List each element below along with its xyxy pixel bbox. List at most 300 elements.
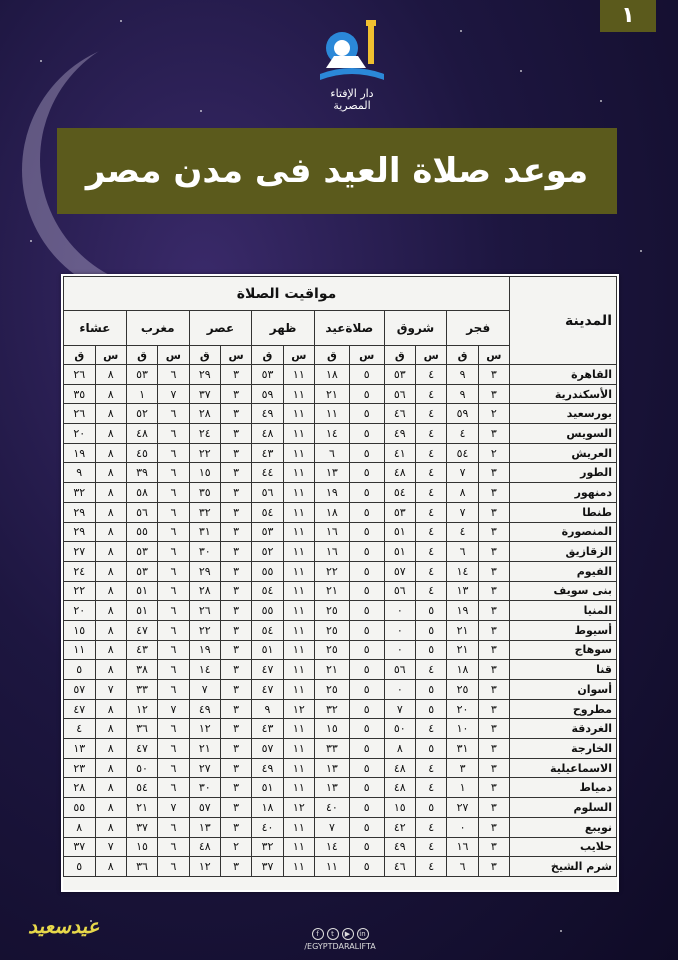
city-name: القاهرة bbox=[510, 365, 617, 385]
time-cell: ٦ bbox=[158, 404, 189, 424]
time-cell: ٥ bbox=[349, 463, 384, 483]
time-cell: ٥٦ bbox=[384, 384, 415, 404]
time-cell: ٥ bbox=[415, 699, 446, 719]
time-cell: ١١ bbox=[315, 404, 350, 424]
time-cell: ٣ bbox=[478, 798, 509, 818]
page-title: موعد صلاة العيد فى مدن مصر bbox=[57, 128, 617, 214]
time-cell: ٧ bbox=[189, 680, 220, 700]
time-cell: ١٤ bbox=[315, 424, 350, 444]
time-cell: ٧ bbox=[447, 502, 478, 522]
time-cell: ١٥ bbox=[384, 798, 415, 818]
time-cell: ١٣ bbox=[315, 463, 350, 483]
time-cell: ٣٥ bbox=[189, 483, 220, 503]
time-cell: ٠ bbox=[384, 620, 415, 640]
city-name: دمنهور bbox=[510, 483, 617, 503]
time-cell: ١١ bbox=[283, 719, 314, 739]
time-cell: ٤ bbox=[415, 384, 446, 404]
time-cell: ٥٤ bbox=[252, 581, 283, 601]
time-cell: ٥٥ bbox=[126, 522, 157, 542]
time-cell: ٥١ bbox=[126, 581, 157, 601]
unit-header: س bbox=[283, 346, 314, 365]
time-cell: ٧ bbox=[384, 699, 415, 719]
time-cell: ٥٠ bbox=[384, 719, 415, 739]
time-cell: ٤٩ bbox=[384, 424, 415, 444]
time-cell: ٣ bbox=[478, 758, 509, 778]
city-name: الخارجة bbox=[510, 739, 617, 759]
time-cell: ٤٧ bbox=[252, 660, 283, 680]
time-cell: ٥٤ bbox=[252, 502, 283, 522]
time-cell: ١١ bbox=[283, 640, 314, 660]
time-cell: ٤٧ bbox=[126, 620, 157, 640]
time-cell: ٧ bbox=[315, 817, 350, 837]
table-row bbox=[64, 365, 617, 385]
time-cell: ٧ bbox=[158, 798, 189, 818]
table-row bbox=[64, 424, 617, 444]
time-cell: ٩ bbox=[447, 384, 478, 404]
time-cell: ٣ bbox=[220, 660, 251, 680]
city-name: الفيوم bbox=[510, 561, 617, 581]
city-name: بورسعيد bbox=[510, 404, 617, 424]
column-header: عشاء bbox=[64, 311, 127, 346]
table-row bbox=[64, 384, 617, 404]
time-cell: ٤٢ bbox=[384, 817, 415, 837]
time-cell: ٢٢ bbox=[315, 561, 350, 581]
time-cell: ١٦ bbox=[315, 522, 350, 542]
time-cell: ٤ bbox=[447, 522, 478, 542]
time-cell: ٣٧ bbox=[64, 837, 96, 857]
time-cell: ٥٢ bbox=[252, 542, 283, 562]
time-cell: ٣ bbox=[478, 837, 509, 857]
time-cell: ٢٤ bbox=[64, 561, 96, 581]
time-cell: ٢٩ bbox=[189, 365, 220, 385]
time-cell: ١١ bbox=[283, 463, 314, 483]
time-cell: ٣ bbox=[220, 502, 251, 522]
time-cell: ٣ bbox=[478, 699, 509, 719]
time-cell: ٢٦ bbox=[64, 365, 96, 385]
time-cell: ٣٢ bbox=[64, 483, 96, 503]
time-cell: ١٢ bbox=[189, 857, 220, 877]
time-cell: ٤٧ bbox=[252, 680, 283, 700]
time-cell: ٤ bbox=[415, 581, 446, 601]
time-cell: ٤٨ bbox=[252, 424, 283, 444]
table-row bbox=[64, 640, 617, 660]
time-cell: ٢٠ bbox=[447, 699, 478, 719]
linkedin-icon[interactable]: in bbox=[357, 928, 369, 940]
time-cell: ٧ bbox=[447, 463, 478, 483]
time-cell: ١١ bbox=[64, 640, 96, 660]
youtube-icon[interactable]: ▶ bbox=[342, 928, 354, 940]
time-cell: ٦ bbox=[158, 857, 189, 877]
city-name: الاسماعيلية bbox=[510, 758, 617, 778]
time-cell: ١١ bbox=[283, 483, 314, 503]
time-cell: ٨ bbox=[95, 699, 126, 719]
time-cell: ٥٥ bbox=[252, 601, 283, 621]
table-row bbox=[64, 857, 617, 877]
unit-header: س bbox=[220, 346, 251, 365]
time-cell: ٤٨ bbox=[384, 778, 415, 798]
time-cell: ١١ bbox=[283, 680, 314, 700]
table-row bbox=[64, 443, 617, 463]
time-cell: ٥ bbox=[349, 384, 384, 404]
time-cell: ٢٢ bbox=[189, 620, 220, 640]
time-cell: ٤١ bbox=[384, 443, 415, 463]
time-cell: ٤ bbox=[415, 404, 446, 424]
time-cell: ٢٢ bbox=[64, 581, 96, 601]
time-cell: ٣ bbox=[220, 601, 251, 621]
time-cell: ٣ bbox=[220, 739, 251, 759]
time-cell: ١٣ bbox=[189, 817, 220, 837]
unit-header: ق bbox=[126, 346, 157, 365]
city-name: أسيوط bbox=[510, 620, 617, 640]
time-cell: ٨ bbox=[95, 443, 126, 463]
time-cell: ٣ bbox=[220, 581, 251, 601]
time-cell: ٤٤ bbox=[252, 463, 283, 483]
time-cell: ٥٣ bbox=[384, 502, 415, 522]
time-cell: ٣٥ bbox=[64, 384, 96, 404]
city-name: طنطا bbox=[510, 502, 617, 522]
city-name: حلايب bbox=[510, 837, 617, 857]
time-cell: ٥٩ bbox=[252, 384, 283, 404]
table-row bbox=[64, 542, 617, 562]
time-cell: ٦ bbox=[447, 542, 478, 562]
time-cell: ٨ bbox=[95, 581, 126, 601]
time-cell: ٥٧ bbox=[64, 680, 96, 700]
time-cell: ٥١ bbox=[252, 640, 283, 660]
time-cell: ٤ bbox=[415, 365, 446, 385]
time-cell: ١١ bbox=[283, 758, 314, 778]
time-cell: ٢٥ bbox=[315, 620, 350, 640]
time-cell: ٥ bbox=[349, 365, 384, 385]
table-row bbox=[64, 837, 617, 857]
time-cell: ٥ bbox=[349, 542, 384, 562]
time-cell: ١٢ bbox=[189, 719, 220, 739]
time-cell: ٦ bbox=[158, 502, 189, 522]
time-cell: ١٥ bbox=[189, 463, 220, 483]
time-cell: ٥ bbox=[349, 680, 384, 700]
time-cell: ٤ bbox=[415, 443, 446, 463]
time-cell: ٥ bbox=[415, 739, 446, 759]
table-row bbox=[64, 620, 617, 640]
table-row bbox=[64, 483, 617, 503]
time-cell: ٣٠ bbox=[189, 778, 220, 798]
time-cell: ٢ bbox=[478, 404, 509, 424]
time-cell: ٤ bbox=[415, 424, 446, 444]
time-cell: ٥ bbox=[349, 404, 384, 424]
time-cell: ٣٦ bbox=[126, 719, 157, 739]
table-row bbox=[64, 739, 617, 759]
time-cell: ٦ bbox=[158, 601, 189, 621]
time-cell: ٨ bbox=[95, 601, 126, 621]
time-cell: ٥ bbox=[349, 739, 384, 759]
time-cell: ١٤ bbox=[447, 561, 478, 581]
time-cell: ٣ bbox=[220, 443, 251, 463]
time-cell: ٨ bbox=[95, 483, 126, 503]
time-cell: ٢٣ bbox=[64, 758, 96, 778]
time-cell: ٥٣ bbox=[126, 365, 157, 385]
time-cell: ٤٥ bbox=[126, 443, 157, 463]
time-cell: ٤٠ bbox=[252, 817, 283, 837]
time-cell: ٣ bbox=[220, 522, 251, 542]
time-cell: ٥٠ bbox=[126, 758, 157, 778]
time-cell: ٨ bbox=[95, 758, 126, 778]
time-cell: ٨ bbox=[95, 620, 126, 640]
time-cell: ٥ bbox=[349, 424, 384, 444]
time-cell: ٦ bbox=[158, 522, 189, 542]
time-cell: ١ bbox=[447, 778, 478, 798]
time-cell: ٢٥ bbox=[447, 680, 478, 700]
time-cell: ٣٢ bbox=[189, 502, 220, 522]
time-cell: ٥٩ bbox=[447, 404, 478, 424]
time-cell: ٥٤ bbox=[252, 620, 283, 640]
time-cell: ٤ bbox=[415, 778, 446, 798]
city-name: السويس bbox=[510, 424, 617, 444]
time-cell: ٧ bbox=[158, 384, 189, 404]
time-cell: ٣ bbox=[478, 365, 509, 385]
time-cell: ٤٩ bbox=[252, 758, 283, 778]
unit-header: ق bbox=[252, 346, 283, 365]
time-cell: ٨ bbox=[384, 739, 415, 759]
time-cell: ٨ bbox=[95, 857, 126, 877]
time-cell: ٥٥ bbox=[252, 561, 283, 581]
social-handle: /EGYPTDARALIFTA bbox=[304, 942, 376, 951]
time-cell: ٥ bbox=[415, 601, 446, 621]
city-name: الغردقة bbox=[510, 719, 617, 739]
time-cell: ٣٩ bbox=[126, 463, 157, 483]
time-cell: ١٤ bbox=[189, 660, 220, 680]
time-cell: ٥ bbox=[349, 660, 384, 680]
time-cell: ٢١ bbox=[315, 660, 350, 680]
time-cell: ٢١ bbox=[315, 581, 350, 601]
city-name: مطروح bbox=[510, 699, 617, 719]
time-cell: ٤٨ bbox=[126, 424, 157, 444]
time-cell: ١٥ bbox=[64, 620, 96, 640]
time-cell: ٥٧ bbox=[252, 739, 283, 759]
unit-header: س bbox=[478, 346, 509, 365]
time-cell: ١١ bbox=[283, 601, 314, 621]
time-cell: ٥ bbox=[64, 857, 96, 877]
time-cell: ٥٦ bbox=[126, 502, 157, 522]
time-cell: ٥١ bbox=[384, 522, 415, 542]
time-cell: ٣ bbox=[220, 699, 251, 719]
time-cell: ٤٨ bbox=[384, 463, 415, 483]
time-cell: ٣ bbox=[220, 365, 251, 385]
time-cell: ٩ bbox=[64, 463, 96, 483]
time-cell: ٥٦ bbox=[252, 483, 283, 503]
time-cell: ٣٦ bbox=[126, 857, 157, 877]
time-cell: ٥٤ bbox=[447, 443, 478, 463]
time-cell: ٤ bbox=[447, 424, 478, 444]
time-cell: ٣٠ bbox=[189, 542, 220, 562]
time-cell: ٢ bbox=[220, 837, 251, 857]
city-name: المنيا bbox=[510, 601, 617, 621]
social-links bbox=[300, 928, 380, 951]
time-cell: ٦ bbox=[447, 857, 478, 877]
time-cell: ٦ bbox=[315, 443, 350, 463]
time-cell: ٥٨ bbox=[126, 483, 157, 503]
time-cell: ٣ bbox=[478, 384, 509, 404]
time-cell: ٤ bbox=[415, 561, 446, 581]
time-cell: ٢٥ bbox=[315, 601, 350, 621]
time-cell: ٦ bbox=[158, 758, 189, 778]
table-row bbox=[64, 778, 617, 798]
time-cell: ٢١ bbox=[189, 739, 220, 759]
time-cell: ١١ bbox=[283, 542, 314, 562]
time-cell: ٣ bbox=[220, 640, 251, 660]
time-cell: ٨ bbox=[95, 640, 126, 660]
city-name: أسوان bbox=[510, 680, 617, 700]
time-cell: ٨ bbox=[95, 404, 126, 424]
time-cell: ٤٧ bbox=[126, 739, 157, 759]
time-cell: ٢٥ bbox=[315, 680, 350, 700]
time-cell: ٣ bbox=[220, 817, 251, 837]
unit-header: س bbox=[95, 346, 126, 365]
time-cell: ١١ bbox=[283, 837, 314, 857]
table-row bbox=[64, 798, 617, 818]
city-header: المدينة bbox=[510, 277, 617, 365]
time-cell: ٠ bbox=[384, 680, 415, 700]
time-cell: ٣ bbox=[220, 620, 251, 640]
time-cell: ٦ bbox=[158, 739, 189, 759]
time-cell: ٥١ bbox=[126, 601, 157, 621]
city-name: نويبع bbox=[510, 817, 617, 837]
time-cell: ١٢ bbox=[283, 798, 314, 818]
time-cell: ٣ bbox=[220, 778, 251, 798]
unit-header: س bbox=[415, 346, 446, 365]
time-cell: ١٠ bbox=[447, 719, 478, 739]
time-cell: ٨ bbox=[95, 719, 126, 739]
unit-header: ق bbox=[64, 346, 96, 365]
time-cell: ٤ bbox=[415, 857, 446, 877]
time-cell: ٨ bbox=[95, 463, 126, 483]
time-cell: ٦ bbox=[158, 424, 189, 444]
time-cell: ٨ bbox=[95, 522, 126, 542]
time-cell: ٤٩ bbox=[252, 404, 283, 424]
time-cell: ١١ bbox=[283, 522, 314, 542]
time-cell: ٥ bbox=[349, 857, 384, 877]
time-cell: ٢٧ bbox=[64, 542, 96, 562]
time-cell: ٥ bbox=[349, 522, 384, 542]
table-row bbox=[64, 581, 617, 601]
time-cell: ٥ bbox=[349, 502, 384, 522]
time-cell: ٣ bbox=[220, 561, 251, 581]
time-cell: ٣ bbox=[220, 680, 251, 700]
time-cell: ٦ bbox=[158, 660, 189, 680]
table-row bbox=[64, 463, 617, 483]
time-cell: ١٢ bbox=[126, 699, 157, 719]
time-cell: ١٨ bbox=[315, 502, 350, 522]
time-cell: ٢١ bbox=[447, 620, 478, 640]
time-cell: ٤ bbox=[415, 463, 446, 483]
time-cell: ٨ bbox=[95, 384, 126, 404]
city-name: سوهاج bbox=[510, 640, 617, 660]
time-cell: ٥ bbox=[349, 601, 384, 621]
time-cell: ١٩ bbox=[315, 483, 350, 503]
time-cell: ٣ bbox=[478, 522, 509, 542]
time-cell: ١١ bbox=[283, 817, 314, 837]
time-cell: ١٣ bbox=[64, 739, 96, 759]
time-cell: ١ bbox=[126, 384, 157, 404]
time-cell: ٥٦ bbox=[384, 660, 415, 680]
table-row bbox=[64, 404, 617, 424]
column-header: ظهر bbox=[252, 311, 315, 346]
city-name: دمياط bbox=[510, 778, 617, 798]
time-cell: ٦ bbox=[158, 581, 189, 601]
column-header: فجر bbox=[447, 311, 510, 346]
unit-header: ق bbox=[189, 346, 220, 365]
time-cell: ٥٢ bbox=[126, 404, 157, 424]
time-cell: ٨ bbox=[95, 365, 126, 385]
group-header: مواقيت الصلاة bbox=[64, 277, 510, 311]
facebook-icon[interactable]: f bbox=[312, 928, 324, 940]
time-cell: ٥٧ bbox=[189, 798, 220, 818]
time-cell: ٣ bbox=[478, 680, 509, 700]
time-cell: ٢٤ bbox=[189, 424, 220, 444]
time-cell: ٥٣ bbox=[252, 365, 283, 385]
time-cell: ٨ bbox=[64, 817, 96, 837]
time-cell: ٨ bbox=[95, 502, 126, 522]
time-cell: ١٩ bbox=[189, 640, 220, 660]
time-cell: ٣١ bbox=[189, 522, 220, 542]
time-cell: ١٩ bbox=[447, 601, 478, 621]
time-cell: ٣٢ bbox=[252, 837, 283, 857]
time-cell: ٥ bbox=[349, 719, 384, 739]
time-cell: ٢٨ bbox=[64, 778, 96, 798]
time-cell: ٥٦ bbox=[384, 581, 415, 601]
city-name: قنا bbox=[510, 660, 617, 680]
time-cell: ١١ bbox=[283, 424, 314, 444]
time-cell: ٤ bbox=[415, 660, 446, 680]
time-cell: ٣ bbox=[478, 778, 509, 798]
time-cell: ١١ bbox=[283, 384, 314, 404]
time-cell: ٦ bbox=[158, 640, 189, 660]
twitter-icon[interactable]: t bbox=[327, 928, 339, 940]
time-cell: ٥ bbox=[349, 778, 384, 798]
time-cell: ١١ bbox=[283, 365, 314, 385]
time-cell: ١٦ bbox=[447, 837, 478, 857]
column-header: صلاةعيد bbox=[315, 311, 385, 346]
time-cell: ٣ bbox=[478, 463, 509, 483]
time-cell: ٤٣ bbox=[252, 443, 283, 463]
time-cell: ١٣ bbox=[447, 581, 478, 601]
time-cell: ٦ bbox=[158, 365, 189, 385]
time-cell: ٣ bbox=[220, 758, 251, 778]
time-cell: ٣ bbox=[478, 483, 509, 503]
time-cell: ٦ bbox=[158, 719, 189, 739]
city-name: بنى سويف bbox=[510, 581, 617, 601]
table-row bbox=[64, 699, 617, 719]
time-cell: ٥ bbox=[349, 443, 384, 463]
time-cell: ٨ bbox=[95, 778, 126, 798]
time-cell: ٢ bbox=[478, 443, 509, 463]
time-cell: ٣ bbox=[478, 739, 509, 759]
time-cell: ٢٩ bbox=[64, 502, 96, 522]
time-cell: ٥١ bbox=[252, 778, 283, 798]
time-cell: ٤ bbox=[415, 522, 446, 542]
time-cell: ٢٧ bbox=[447, 798, 478, 818]
eid-brand-logo: عيدسعيد bbox=[28, 914, 100, 938]
time-cell: ٣ bbox=[220, 719, 251, 739]
time-cell: ٢٨ bbox=[189, 581, 220, 601]
time-cell: ٣١ bbox=[447, 739, 478, 759]
time-cell: ٥ bbox=[349, 798, 384, 818]
time-cell: ١٣ bbox=[315, 778, 350, 798]
time-cell: ١١ bbox=[283, 502, 314, 522]
time-cell: ٢١ bbox=[447, 640, 478, 660]
time-cell: ٢١ bbox=[126, 798, 157, 818]
time-cell: ٢١ bbox=[315, 384, 350, 404]
time-cell: ٣ bbox=[478, 581, 509, 601]
time-cell: ٥٤ bbox=[384, 483, 415, 503]
